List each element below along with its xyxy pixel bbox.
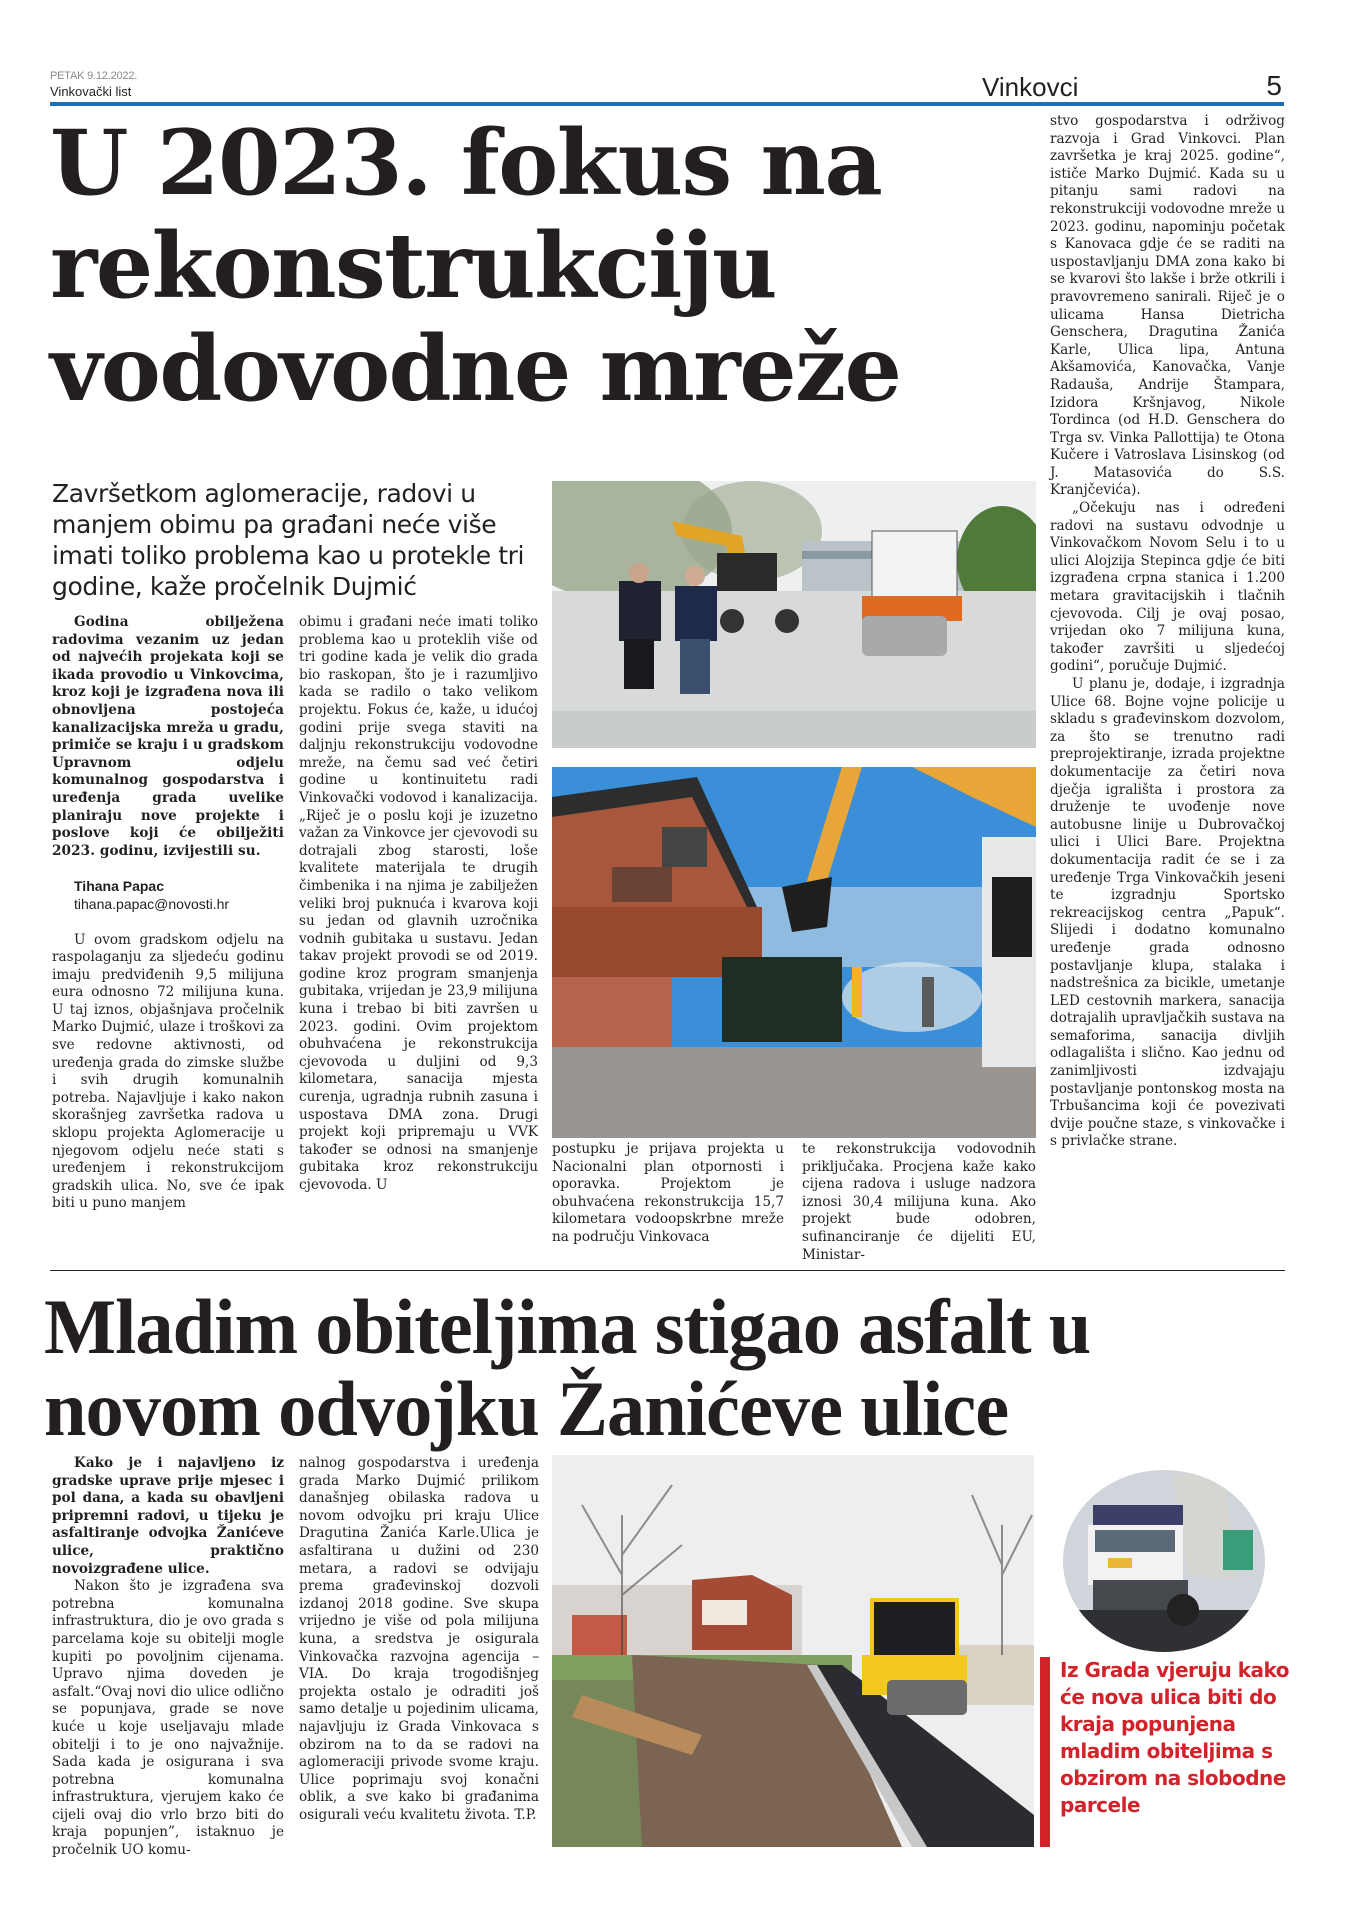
pullquote	[1040, 1657, 1290, 1857]
masthead-rule	[50, 102, 1284, 106]
article2-body-2: nalnog gospodarstva i uređenja grada Marko Dujmić prilikom današnjeg obilaska radova u novom odvojku pri kraju Ulice Dragutina Žanića Karle.Ulica je asfaltirana u dužini od 230 metara, a radovi se odvijaju prema građevinskoj dozvoli izdanoj 2018 godine. Sve skupa vrijedno je više od pola milijuna kuna, a sredstva je osigurala Vinkovačka razvojna agencija – VIA. Do kraja trogodišnjeg projekta ostalo je odraditi još samo detalje u pojedinim ulicama, najavljuju iz Grada Vinkovaca s obzirom na to da se radovi na aglomeraciji privode svome kraju. Ulice poprimaju svoj konačni oblik, a sve kako bi građanima osigurali veću kvalitetu života. T.P.	[299, 1455, 539, 1823]
article1-column-4	[802, 1141, 1036, 1264]
issue-date: PETAK 9.12.2022.	[50, 70, 138, 82]
article2-column-2	[299, 1455, 539, 1824]
article1-photo-1	[552, 481, 1036, 748]
photo-1-illustration	[552, 481, 1036, 748]
article1-headline: U 2023. fokus na rekonstrukciju vodovodne mreže	[50, 110, 901, 422]
article2-column-1	[52, 1455, 284, 1860]
article1-column-2	[299, 614, 538, 1195]
pullquote-text: Iz Grada vjeruju kako će nova ulica biti do kraja popunjena mladim obiteljima s obzirom na slobodne parcele	[1060, 1658, 1290, 1817]
newspaper-name: Vinkovački list	[50, 84, 132, 99]
article1-body-5c: U planu je, dodaje, i izgradnja Ulice 68. Bojne vojne policije u skladu s građevinskom dozvolom, za što se trenutno radi preprojektiranje, izrada projektne dokumentacije za četiri nova dječja igrališta i prostora za druženje te uvođenje nove autobusne linije u Dubrovačkoj ulici i Ulici Bare. Projektna dokumentacija radit će se i za uređenje Trga Vinkovačkih jeseni te izgradnju Sportsko rekreacijskog centra „Papuk“. Slijedi i dodatno komunalno uređenje grada odnosno postavljanje klupa, stalaka i nadstrešnica za bicikle, umetanje LED cestovnih markera, sanacija dotrajalih upravljačkih sustava na semaforima, sanacija divljih odlagališta i slično. Kao jednu od zanimljivosti izdvajaju postavljanje pontonskog mosta na Trbušancima koji će povezivati dvije poučne staze, s vinkovačke i s privlačke strane.	[1050, 676, 1285, 1150]
article2-photo-main	[552, 1455, 1034, 1847]
section-title: Vinkovci	[982, 72, 1079, 102]
article1-column-5	[1050, 113, 1285, 1151]
photo-main-illustration	[552, 1455, 1034, 1847]
article1-lead: Godina obilježena radovima vezanim uz jedan od najvećih projekata koji se ikada provodio u Vinkovcima, kroz koji je izgrađena nova ili obnovljena postojeća kanalizacijska mreža u gradu, primiče se kraju i u gradskom Upravnom odjelu komunalnog gospodarstva i uređenja grada uvelike planiraju nove projekte i poslove koji će obilježiti 2023. godinu, izvijestili su.	[52, 614, 284, 859]
photo-circle-illustration	[1063, 1470, 1265, 1652]
article1-photo-2	[552, 767, 1036, 1138]
article2-headline: Mladim obiteljima stigao asfalt u novom odvojku Žanićeve ulice	[44, 1283, 1091, 1452]
article1-body-1: U ovom gradskom odjelu na raspolaganju za sljedeću godinu imaju predviđenih 9,5 milijuna eura odnosno 72 milijuna kuna. U taj iznos, objašnjava pročelnik Marko Dujmić, ulaze i troškovi za sve redovne aktivnosti, od uređenja grada do zimske službe i svih drugih komunalnih potreba. Najavljuje i kako nakon skorašnjeg završetka radova u sklopu projekta Aglomeracije u njegovom odjelu neće stati s uređenjem i rekonstrukcijom gradskih ulica. No, sve će ipak biti u puno manjem	[52, 931, 284, 1212]
author-name: Tihana Papac	[74, 878, 165, 895]
article1-body-5a: stvo gospodarstva i održivog razvoja i Grad Vinkovci. Plan završetka je kraj 2025. godine“, ističe Marko Dujmić. Kada su u pitanju sami radovi na rekonstrukciji vodovodne mreže u 2023. godinu, napominju početak s Kanovaca gdje će se raditi na uspostavljanju DMA zona kako bi se kvarovi što lakše i brže otkrili i pravovremeno sanirali. Riječ je o ulicama Hansa Dietricha Genschera, Dragutina Žanića Karle, Ulica lipa, Antuna Akšamovića, Kanovačka, Vanje Radauša, Andrije Štampara, Izidora Kršnjavog, Nikole Tordinca (od H.D. Genschera do Trga sv. Vinka Pallottija) te Otona Kučere i Vatroslava Lisinskog (od J. Matasovića do S.S. Kranjčevića).	[1050, 113, 1285, 499]
article1-subtitle: Završetkom aglomeracije, radovi u manjem obimu pa građani neće više imati toliko problema kao u protekle tri godine, kaže pročelnik Dujmić	[52, 479, 525, 601]
article1-body-4: te rekonstrukcija vodovodnih priključaka. Procjena kaže kako cijena radova i usluge nadzora iznosi 30,4 milijuna kuna. Ako projekt bude odobren, sufinanciranje će dijeliti EU, Ministar-	[802, 1141, 1036, 1263]
pullquote-bar	[1040, 1657, 1050, 1847]
article-divider	[50, 1270, 1285, 1271]
article1-body-2: obimu i građani neće imati toliko problema kao u proteklih više od tri godine kada je velik dio grada bio raskopan, što je i razumljivo kada se radilo o tako velikom projektu. Fokus će, kaže, u idućoj godini prije svega staviti na daljnju rekonstrukciju vodovodne mreže, na čemu sad već četiri godine u kontinuitetu radi Vinkovački vodovod i kanalizacija. „Riječ je o poslu koji je izuzetno važan za Vinkovce jer cjevovodi su dotrajali zbog starosti, loše kvalitete materijala te drugih čimbenika i na njima je zabilježen veliki broj puknuća i kvarova koji su jedan od glavnih uzročnika vodnih gubitaka u sustavu. Jedan takav projekt provodi se od 2019. godine kroz program smanjenja gubitaka, vrijedan je 23,9 milijuna kuna i trebao bi biti završen u 2023. godini. Ovim projektom obuhvaćena je rekonstrukcija cjevovoda u duljini od 9,3 kilometara, sanacija mjesta curenja, ugradnja rubnih zasuna i uspostava DMA zona. Drugi projekt koji pripremaju u VVK također se odnosi na smanjenje gubitaka kroz rekonstrukciju cjevovoda. U	[299, 614, 538, 1193]
author-email: tihana.papac@novosti.hr	[74, 895, 230, 912]
article2-body-1: Nakon što je izgrađena sva potrebna komunalna infrastruktura, dio je ovo grada s parcelama koje su obitelji mogle kupiti po povoljnim cijenama. Upravo njima doveden je asfalt.“Ovaj novi dio ulice odlično se popunjava, grade se nove kuće u koje useljavaju mlade obitelji i to je ono najvažnije. Sada kada je osigurana i sva potrebna komunalna infrastruktura, vjerujem kako će cijeli ovaj dio vrlo brzo biti do kraja popunjen”, istaknuo je pročelnik UO komu-	[52, 1578, 284, 1859]
article1-column-3	[552, 1141, 784, 1247]
article1-column-1	[52, 614, 284, 1213]
article2-photo-circle	[1063, 1470, 1265, 1652]
article1-body-3: postupku je prijava projekta u Nacionalni plan otpornosti i oporavka. Projektom je obuhvaćena rekonstrukcija 15,7 kilometara vodoopskrbne mreže na području Vinkovaca	[552, 1141, 784, 1245]
masthead	[50, 70, 1284, 106]
article1-body-5b: „Očekuju nas i određeni radovi na sustavu odvodnje u Vinkovačkom Novom Selu i to u ulici Alojzija Stepinca gdje će biti izgrađena crpna stanica i 1.200 metara gravitacijskih i tlačnih cjevovoda. Cilj je ovaj posao, vrijedan oko 7 milijuna kuna, također završiti u sljedećoj godini“, poručuje Dujmić.	[1050, 500, 1285, 675]
article2-lead: Kako je i najavljeno iz gradske uprave prije mjesec i pol dana, a kada su obavljeni pripremni radovi, u tijeku je asfaltiranje odvojka Žanićeve ulice, praktično novoizgrađene ulice.	[52, 1455, 284, 1577]
photo-2-illustration	[552, 767, 1036, 1138]
page-number: 5	[1266, 70, 1282, 101]
